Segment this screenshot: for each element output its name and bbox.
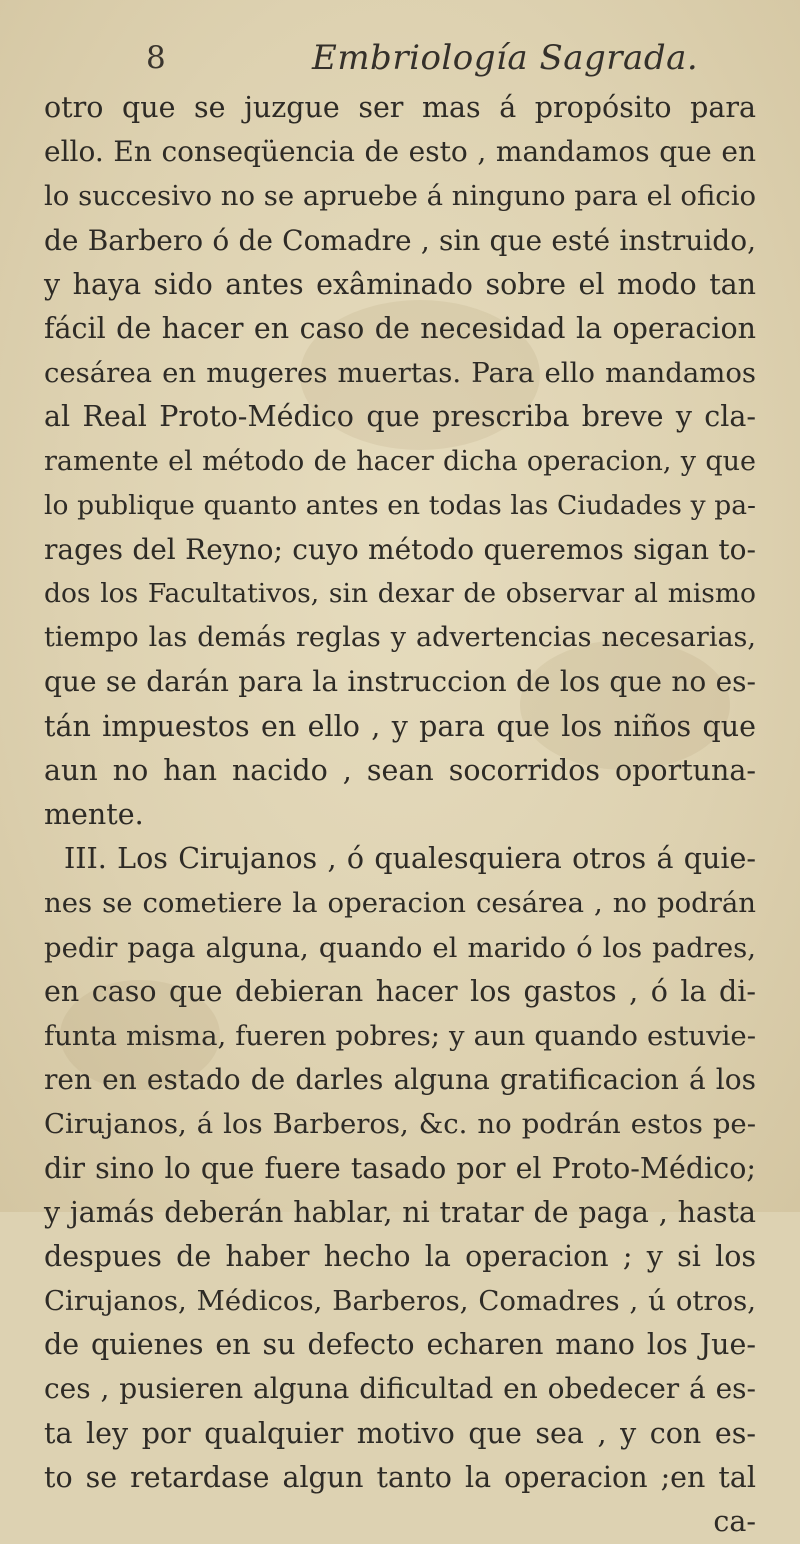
text-line: ces , pusieren alguna dificultad en obedecer á es- xyxy=(44,1372,756,1406)
text-line: tiempo las demás reglas y advertencias necesarias, xyxy=(44,622,756,654)
text-line: ta ley por qualquier motivo que sea , y con es- xyxy=(44,1416,756,1450)
running-title: Embriología Sagrada. xyxy=(312,38,699,78)
text-line: aun no han nacido , sean socorridos oportuna- xyxy=(44,753,756,787)
page-number: 8 xyxy=(146,40,166,76)
page-header xyxy=(0,38,800,84)
text-line: rages del Reyno; cuyo método queremos sigan to- xyxy=(44,532,756,566)
text-line: en caso que debieran hacer los gastos , ó la di- xyxy=(44,974,756,1008)
text-line: to se retardase algun tanto la operacion ;en tal xyxy=(44,1460,756,1494)
text-line: al Real Proto-Médico que prescriba breve y cla- xyxy=(44,400,756,434)
text-line: despues de haber hecho la operacion ; y si los xyxy=(44,1239,756,1273)
body-text xyxy=(44,86,756,1544)
text-line: pedir paga alguna, quando el marido ó los padres, xyxy=(44,931,756,964)
section-start-line: III. Los Cirujanos , ó qualesquiera otros á quie- xyxy=(64,842,756,876)
text-line: dir sino lo que fuere tasado por el Proto-Médico; xyxy=(44,1151,756,1185)
text-line: de quienes en su defecto echaren mano los Jue- xyxy=(44,1328,756,1362)
text-line: dos los Facultativos, sin dexar de observar al mismo xyxy=(44,578,756,610)
text-line: otro que se juzgue ser mas á propósito para xyxy=(44,91,756,124)
text-line: cesárea en mugeres muertas. Para ello mandamos xyxy=(44,357,756,390)
text-line: Cirujanos, Médicos, Barberos, Comadres , ú otros, xyxy=(44,1285,756,1318)
text-line: nes se cometiere la operacion cesárea , no podrán xyxy=(44,887,756,920)
text-line: mente. xyxy=(44,798,144,831)
text-line: funta misma, fueren pobres; y aun quando estuvie- xyxy=(44,1019,756,1052)
text-line: y jamás deberán hablar, ni tratar de paga , hasta xyxy=(44,1195,756,1229)
text-line: lo succesivo no se apruebe á ninguno para el oficio xyxy=(44,180,757,213)
text-line: Cirujanos, á los Barberos, &c. no podrán estos pe- xyxy=(44,1108,756,1141)
text-line: fácil de hacer en caso de necesidad la operacion xyxy=(44,311,756,345)
text-line: y haya sido antes exâminado sobre el modo tan xyxy=(44,267,756,301)
text-line: ello. En conseqüencia de esto , mandamos que en xyxy=(44,135,756,169)
text-line: ramente el método de hacer dicha operacion, y que xyxy=(44,445,756,477)
text-line: de Barbero ó de Comadre , sin que esté instruido, xyxy=(44,223,756,257)
text-line: tán impuestos en ello , y para que los niños que xyxy=(44,709,756,743)
catchword: ca- xyxy=(713,1505,756,1538)
text-line: que se darán para la instruccion de los que no es- xyxy=(44,665,756,699)
text-line: ren en estado de darles alguna gratificacion á los xyxy=(44,1063,756,1097)
text-line: lo publique quanto antes en todas las Ciudades y pa- xyxy=(44,489,756,521)
